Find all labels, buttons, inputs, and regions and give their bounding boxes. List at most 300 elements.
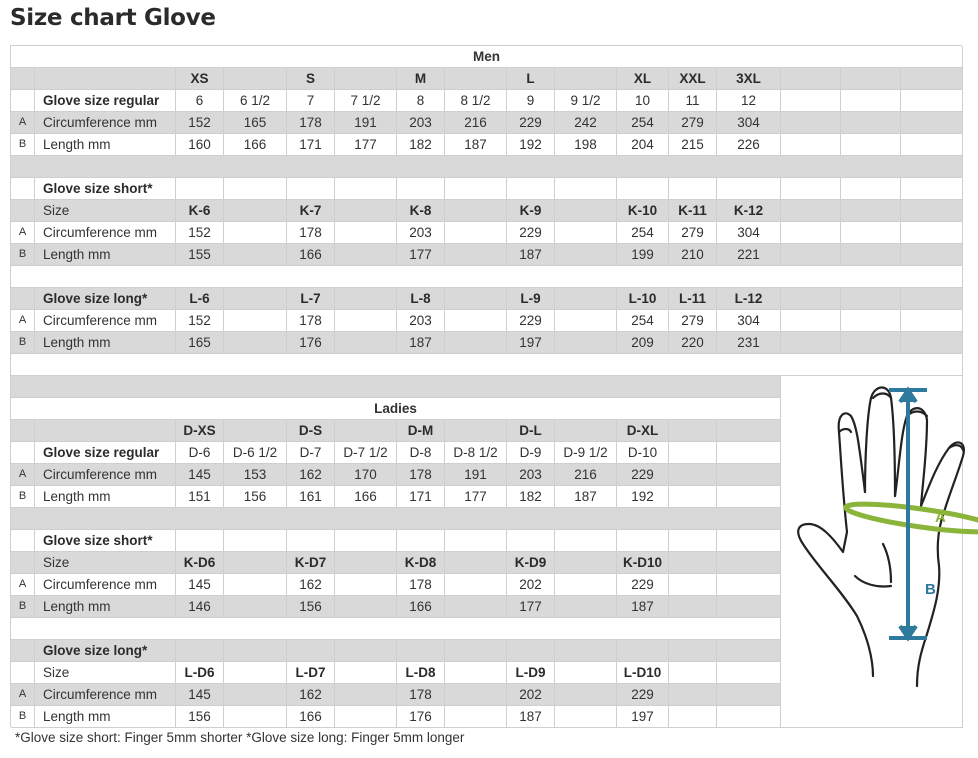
- letter-a: A: [11, 464, 35, 486]
- empty-cell: [841, 112, 901, 134]
- value-cell: 178: [287, 310, 335, 332]
- size-cell: L-8: [397, 288, 445, 310]
- value-cell: 171: [287, 134, 335, 156]
- size-label-cell: 3XL: [717, 68, 781, 90]
- length-label: Length mm: [35, 332, 176, 354]
- empty-cell: [901, 332, 963, 354]
- size-cell: K-7: [287, 200, 335, 222]
- size-cell: D-8 1/2: [445, 442, 507, 464]
- row-letter: [11, 640, 35, 662]
- spacer-row: [11, 266, 963, 288]
- value-cell: 279: [669, 310, 717, 332]
- size-cell: [224, 200, 287, 222]
- size-label: Size: [35, 200, 176, 222]
- size-cell: [224, 552, 287, 574]
- size-cell: 7 1/2: [335, 90, 397, 112]
- size-label: Size: [35, 662, 176, 684]
- value-cell: 279: [669, 222, 717, 244]
- empty-cell: [901, 222, 963, 244]
- value-cell: 187: [507, 706, 555, 728]
- length-label: Length mm: [35, 596, 176, 618]
- value-cell: [335, 574, 397, 596]
- empty-cell: [397, 640, 445, 662]
- empty-cell: [717, 706, 781, 728]
- value-cell: 197: [507, 332, 555, 354]
- size-cell: [335, 662, 397, 684]
- empty-cell: [176, 530, 224, 552]
- letter-b: B: [11, 332, 35, 354]
- value-cell: [445, 310, 507, 332]
- value-cell: 197: [617, 706, 669, 728]
- letter-a: A: [11, 684, 35, 706]
- empty-cell: [901, 134, 963, 156]
- value-cell: 229: [617, 464, 669, 486]
- empty-cell: [669, 552, 717, 574]
- size-cell: 8 1/2: [445, 90, 507, 112]
- size-cell: [445, 552, 507, 574]
- value-cell: 229: [507, 222, 555, 244]
- value-cell: 216: [445, 112, 507, 134]
- size-label-cell: S: [287, 68, 335, 90]
- value-cell: 229: [507, 112, 555, 134]
- size-label-cell: D-S: [287, 420, 335, 442]
- value-cell: 226: [717, 134, 781, 156]
- row-letter: [11, 288, 35, 310]
- measurement-a: [844, 499, 978, 538]
- value-cell: [445, 244, 507, 266]
- empty-cell: [335, 178, 397, 200]
- empty-cell: [669, 640, 717, 662]
- length-label: Length mm: [35, 134, 176, 156]
- value-cell: 191: [335, 112, 397, 134]
- circumference-label: Circumference mm: [35, 464, 176, 486]
- value-cell: 166: [287, 244, 335, 266]
- empty-cell: [717, 552, 781, 574]
- empty-cell: [445, 530, 507, 552]
- empty-cell: [781, 112, 841, 134]
- size-cell: K-8: [397, 200, 445, 222]
- value-cell: 177: [445, 486, 507, 508]
- empty-cell: [781, 222, 841, 244]
- men-heading: Men: [11, 46, 963, 68]
- size-label-cell: [555, 420, 617, 442]
- value-cell: 191: [445, 464, 507, 486]
- empty-cell: [781, 288, 841, 310]
- letter-a: A: [11, 574, 35, 596]
- empty-cell: [717, 574, 781, 596]
- section-header: Glove size regular: [35, 442, 176, 464]
- value-cell: 220: [669, 332, 717, 354]
- size-cell: D-9 1/2: [555, 442, 617, 464]
- empty-cell: [717, 420, 781, 442]
- size-cell: K-D7: [287, 552, 335, 574]
- size-cell: [335, 200, 397, 222]
- size-cell: 11: [669, 90, 717, 112]
- size-cell: L-D8: [397, 662, 445, 684]
- circumference-label: Circumference mm: [35, 222, 176, 244]
- value-cell: 156: [224, 486, 287, 508]
- value-cell: [335, 684, 397, 706]
- empty-cell: [717, 178, 781, 200]
- empty-cell: [669, 178, 717, 200]
- size-cell: L-12: [717, 288, 781, 310]
- empty-cell: [717, 662, 781, 684]
- empty-cell: [901, 244, 963, 266]
- value-cell: 146: [176, 596, 224, 618]
- value-cell: 166: [397, 596, 445, 618]
- empty-cell: [717, 596, 781, 618]
- empty-cell: [555, 530, 617, 552]
- size-cell: L-10: [617, 288, 669, 310]
- size-cell: D-6 1/2: [224, 442, 287, 464]
- letter-b: B: [11, 486, 35, 508]
- value-cell: 176: [287, 332, 335, 354]
- empty-cell: [335, 530, 397, 552]
- size-cell: K-6: [176, 200, 224, 222]
- size-label-cell: [224, 420, 287, 442]
- empty-cell: [287, 640, 335, 662]
- value-cell: 229: [617, 574, 669, 596]
- empty-cell: [717, 486, 781, 508]
- value-cell: [555, 596, 617, 618]
- value-cell: 155: [176, 244, 224, 266]
- size-cell: L-11: [669, 288, 717, 310]
- value-cell: [555, 574, 617, 596]
- size-label-cell: [335, 68, 397, 90]
- size-cell: [555, 662, 617, 684]
- value-cell: 187: [555, 486, 617, 508]
- empty-cell: [841, 68, 901, 90]
- value-cell: 187: [507, 244, 555, 266]
- size-cell: [445, 662, 507, 684]
- empty-cell: [555, 178, 617, 200]
- value-cell: [335, 706, 397, 728]
- size-cell: D-7: [287, 442, 335, 464]
- letter-a: A: [11, 112, 35, 134]
- size-cell: K-D6: [176, 552, 224, 574]
- size-cell: D-7 1/2: [335, 442, 397, 464]
- size-cell: 8: [397, 90, 445, 112]
- label-a: A: [935, 509, 946, 526]
- value-cell: 203: [397, 112, 445, 134]
- value-cell: 162: [287, 464, 335, 486]
- empty-cell: [781, 244, 841, 266]
- value-cell: 192: [617, 486, 669, 508]
- size-cell: 9 1/2: [555, 90, 617, 112]
- section-header: Glove size long*: [35, 288, 176, 310]
- value-cell: 178: [287, 222, 335, 244]
- empty-cell: [669, 442, 717, 464]
- section-header: Glove size regular: [35, 90, 176, 112]
- circumference-label: Circumference mm: [35, 112, 176, 134]
- size-cell: L-D7: [287, 662, 335, 684]
- letter-b: B: [11, 244, 35, 266]
- value-cell: 203: [397, 222, 445, 244]
- value-cell: 170: [335, 464, 397, 486]
- section-header: Glove size long*: [35, 640, 176, 662]
- empty-cell: [669, 662, 717, 684]
- size-cell: K-12: [717, 200, 781, 222]
- size-cell: K-9: [507, 200, 555, 222]
- value-cell: [224, 684, 287, 706]
- empty-cell: [287, 178, 335, 200]
- value-cell: [555, 310, 617, 332]
- empty-cell: [781, 90, 841, 112]
- size-label-cell: [224, 68, 287, 90]
- empty-cell: [717, 530, 781, 552]
- size-cell: D-8: [397, 442, 445, 464]
- value-cell: 242: [555, 112, 617, 134]
- value-cell: 202: [507, 574, 555, 596]
- empty-cell: [841, 332, 901, 354]
- value-cell: 202: [507, 684, 555, 706]
- size-label-cell: [335, 420, 397, 442]
- size-cell: [555, 200, 617, 222]
- value-cell: 304: [717, 222, 781, 244]
- letter-b: B: [11, 134, 35, 156]
- empty-cell: [669, 706, 717, 728]
- empty-cell: [781, 134, 841, 156]
- size-cell: [445, 200, 507, 222]
- spacer-row: [11, 354, 963, 376]
- size-cell: L-9: [507, 288, 555, 310]
- size-label-cell: [445, 68, 507, 90]
- empty-cell: [669, 574, 717, 596]
- empty-cell: [781, 332, 841, 354]
- empty-cell: [669, 596, 717, 618]
- value-cell: 161: [287, 486, 335, 508]
- value-cell: [335, 310, 397, 332]
- hand-measurement-illustration: [781, 376, 963, 728]
- row-label: [35, 68, 176, 90]
- spacer-row: [11, 156, 963, 178]
- value-cell: [555, 332, 617, 354]
- empty-cell: [841, 90, 901, 112]
- circumference-label: Circumference mm: [35, 574, 176, 596]
- size-label-cell: L: [507, 68, 555, 90]
- value-cell: 156: [176, 706, 224, 728]
- size-cell: 10: [617, 90, 669, 112]
- value-cell: [224, 706, 287, 728]
- empty-cell: [335, 640, 397, 662]
- measurement-b: [889, 390, 927, 638]
- size-cell: [335, 288, 397, 310]
- value-cell: 187: [617, 596, 669, 618]
- section-header: Glove size short*: [35, 530, 176, 552]
- value-cell: 166: [287, 706, 335, 728]
- letter-a: A: [11, 310, 35, 332]
- value-cell: 165: [176, 332, 224, 354]
- empty-cell: [617, 178, 669, 200]
- value-cell: 192: [507, 134, 555, 156]
- row-letter: [11, 178, 35, 200]
- value-cell: 177: [335, 134, 397, 156]
- size-label-cell: [555, 68, 617, 90]
- value-cell: 171: [397, 486, 445, 508]
- value-cell: 160: [176, 134, 224, 156]
- value-cell: 182: [397, 134, 445, 156]
- spacer-row: [11, 508, 781, 530]
- empty-cell: [224, 530, 287, 552]
- size-cell: D-9: [507, 442, 555, 464]
- value-cell: [224, 310, 287, 332]
- value-cell: 304: [717, 310, 781, 332]
- value-cell: 204: [617, 134, 669, 156]
- value-cell: 198: [555, 134, 617, 156]
- empty-cell: [669, 684, 717, 706]
- value-cell: 210: [669, 244, 717, 266]
- value-cell: [335, 244, 397, 266]
- value-cell: 187: [445, 134, 507, 156]
- row-letter: [11, 68, 35, 90]
- size-cell: L-D10: [617, 662, 669, 684]
- value-cell: [224, 574, 287, 596]
- value-cell: 182: [507, 486, 555, 508]
- empty-cell: [224, 178, 287, 200]
- size-cell: L-6: [176, 288, 224, 310]
- size-label-cell: D-M: [397, 420, 445, 442]
- row-letter: [11, 420, 35, 442]
- value-cell: [224, 222, 287, 244]
- empty-cell: [841, 288, 901, 310]
- size-cell: 9: [507, 90, 555, 112]
- length-label: Length mm: [35, 244, 176, 266]
- value-cell: 152: [176, 222, 224, 244]
- ladies-heading: Ladies: [11, 398, 781, 420]
- size-cell: K-D9: [507, 552, 555, 574]
- empty-cell: [901, 68, 963, 90]
- value-cell: 166: [335, 486, 397, 508]
- hand-icon: [781, 376, 978, 728]
- size-cell: [335, 552, 397, 574]
- empty-cell: [176, 178, 224, 200]
- empty-cell: [397, 178, 445, 200]
- value-cell: 162: [287, 684, 335, 706]
- empty-cell: [717, 464, 781, 486]
- value-cell: 178: [397, 464, 445, 486]
- empty-cell: [445, 178, 507, 200]
- empty-cell: [781, 178, 841, 200]
- spacer-row: [11, 376, 781, 398]
- size-cell: K-D8: [397, 552, 445, 574]
- value-cell: 215: [669, 134, 717, 156]
- page-title: Size chart Glove: [10, 5, 216, 31]
- empty-cell: [507, 530, 555, 552]
- size-cell: L-D6: [176, 662, 224, 684]
- letter-b: B: [11, 706, 35, 728]
- label-b: B: [925, 581, 936, 598]
- empty-cell: [555, 640, 617, 662]
- row-label: [35, 420, 176, 442]
- circumference-label: Circumference mm: [35, 310, 176, 332]
- value-cell: [335, 596, 397, 618]
- empty-cell: [669, 420, 717, 442]
- empty-cell: [717, 684, 781, 706]
- empty-cell: [901, 112, 963, 134]
- empty-cell: [781, 310, 841, 332]
- value-cell: 151: [176, 486, 224, 508]
- value-cell: 216: [555, 464, 617, 486]
- empty-cell: [669, 464, 717, 486]
- empty-cell: [781, 200, 841, 222]
- value-cell: [224, 244, 287, 266]
- size-cell: [555, 552, 617, 574]
- value-cell: 209: [617, 332, 669, 354]
- empty-cell: [841, 134, 901, 156]
- value-cell: 203: [507, 464, 555, 486]
- value-cell: 153: [224, 464, 287, 486]
- size-cell: 12: [717, 90, 781, 112]
- size-cell: D-10: [617, 442, 669, 464]
- size-cell: [224, 288, 287, 310]
- value-cell: [224, 596, 287, 618]
- empty-cell: [901, 200, 963, 222]
- empty-cell: [669, 486, 717, 508]
- row-letter: [11, 200, 35, 222]
- empty-cell: [841, 222, 901, 244]
- empty-cell: [841, 310, 901, 332]
- value-cell: 152: [176, 112, 224, 134]
- empty-cell: [617, 530, 669, 552]
- row-letter: [11, 90, 35, 112]
- row-letter: [11, 662, 35, 684]
- value-cell: 152: [176, 310, 224, 332]
- value-cell: [224, 332, 287, 354]
- empty-cell: [397, 530, 445, 552]
- size-cell: 6 1/2: [224, 90, 287, 112]
- value-cell: [555, 244, 617, 266]
- value-cell: 156: [287, 596, 335, 618]
- empty-cell: [287, 530, 335, 552]
- size-cell: 6: [176, 90, 224, 112]
- empty-cell: [841, 200, 901, 222]
- value-cell: 177: [507, 596, 555, 618]
- letter-b: B: [11, 596, 35, 618]
- empty-cell: [841, 244, 901, 266]
- value-cell: 187: [397, 332, 445, 354]
- empty-cell: [507, 178, 555, 200]
- value-cell: [445, 684, 507, 706]
- value-cell: [555, 222, 617, 244]
- value-cell: 178: [397, 574, 445, 596]
- size-label-cell: D-XS: [176, 420, 224, 442]
- value-cell: [555, 706, 617, 728]
- size-label-cell: XXL: [669, 68, 717, 90]
- value-cell: [335, 222, 397, 244]
- empty-cell: [617, 640, 669, 662]
- spacer-row: [11, 618, 781, 640]
- value-cell: [445, 332, 507, 354]
- size-cell: [224, 662, 287, 684]
- empty-cell: [901, 310, 963, 332]
- value-cell: 145: [176, 464, 224, 486]
- size-cell: [555, 288, 617, 310]
- value-cell: 279: [669, 112, 717, 134]
- size-label: Size: [35, 552, 176, 574]
- value-cell: [555, 684, 617, 706]
- empty-cell: [507, 640, 555, 662]
- empty-cell: [669, 530, 717, 552]
- empty-cell: [901, 90, 963, 112]
- value-cell: 178: [287, 112, 335, 134]
- size-cell: D-6: [176, 442, 224, 464]
- letter-a: A: [11, 222, 35, 244]
- value-cell: [335, 332, 397, 354]
- empty-cell: [176, 640, 224, 662]
- size-cell: L-7: [287, 288, 335, 310]
- value-cell: [445, 222, 507, 244]
- value-cell: 254: [617, 310, 669, 332]
